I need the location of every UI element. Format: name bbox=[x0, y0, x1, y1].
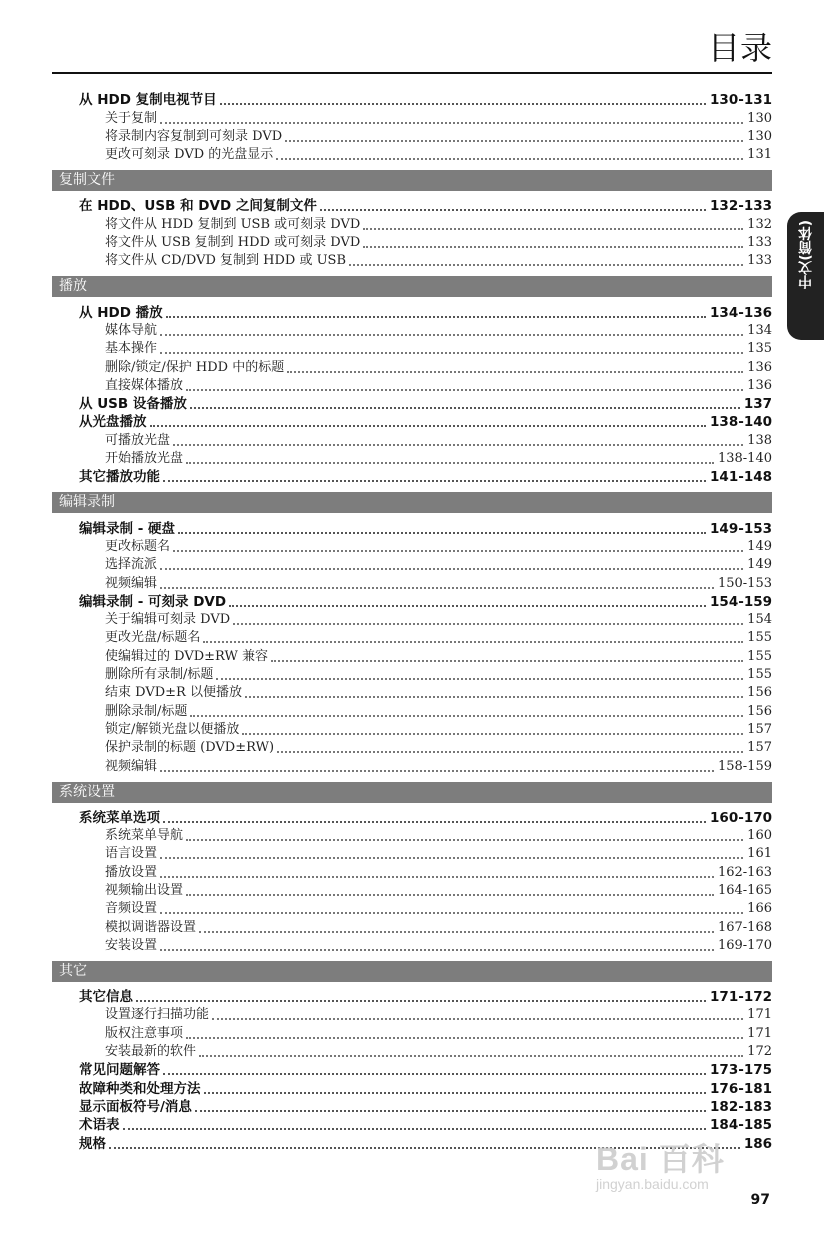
toc-subentry[interactable] bbox=[52, 128, 772, 146]
entry-page: 136 bbox=[747, 359, 772, 375]
entry-title: 从光盘播放 bbox=[79, 414, 147, 431]
language-tab[interactable] bbox=[787, 212, 824, 340]
entry-title: 从 HDD 播放 bbox=[79, 304, 163, 321]
dot-leader bbox=[245, 684, 743, 698]
dot-leader bbox=[320, 197, 706, 211]
entry-page: 132 bbox=[747, 216, 772, 232]
entry-title: 更改光盘/标题名 bbox=[105, 630, 201, 646]
dot-leader bbox=[203, 629, 743, 643]
entry-title: 音频设置 bbox=[105, 901, 158, 917]
toc-entry[interactable] bbox=[52, 1061, 772, 1079]
entry-page: 133 bbox=[747, 235, 772, 251]
toc-subentry[interactable] bbox=[52, 358, 772, 376]
dot-leader bbox=[150, 413, 707, 427]
baidu-watermark bbox=[586, 1120, 776, 1200]
dot-leader bbox=[233, 611, 743, 625]
toc-subentry[interactable] bbox=[52, 252, 772, 270]
toc-entry[interactable] bbox=[52, 413, 772, 431]
dot-leader bbox=[285, 128, 743, 142]
entry-page: 157 bbox=[747, 721, 772, 737]
entry-page: 149-153 bbox=[710, 520, 772, 537]
entry-title: 版权注意事项 bbox=[105, 1025, 184, 1041]
dot-leader bbox=[186, 377, 743, 391]
watermark-url: jingyan.baidu.com bbox=[596, 1176, 709, 1192]
entry-page: 131 bbox=[747, 147, 772, 163]
entry-title: 开始播放光盘 bbox=[105, 451, 184, 467]
dot-leader bbox=[190, 395, 740, 409]
entry-title: 安装最新的软件 bbox=[105, 1044, 197, 1060]
entry-title: 将文件从 USB 复制到 HDD 或可刻录 DVD bbox=[105, 235, 361, 251]
entry-page: 158-159 bbox=[717, 758, 772, 774]
section-heading: 其它 bbox=[52, 961, 772, 982]
toc-subentry[interactable] bbox=[52, 900, 772, 918]
section-heading: 复制文件 bbox=[52, 170, 772, 191]
toc-entry[interactable] bbox=[52, 519, 772, 537]
dot-leader bbox=[163, 468, 706, 482]
entry-title: 视频编辑 bbox=[105, 575, 158, 591]
entry-page: 136 bbox=[747, 377, 772, 393]
entry-title: 编辑录制 - 可刻录 DVD bbox=[79, 593, 227, 610]
toc-subentry[interactable] bbox=[52, 863, 772, 881]
dot-leader bbox=[160, 937, 714, 951]
entry-page: 130 bbox=[747, 128, 772, 144]
entry-page: 160-170 bbox=[710, 809, 772, 826]
toc-subentry[interactable] bbox=[52, 574, 772, 592]
entry-title: 设置逐行扫描功能 bbox=[105, 1007, 210, 1023]
entry-title: 将文件从 CD/DVD 复制到 HDD 或 USB bbox=[105, 253, 347, 269]
entry-page: 154 bbox=[747, 612, 772, 628]
dot-leader bbox=[277, 739, 743, 753]
entry-title: 安装设置 bbox=[105, 937, 158, 953]
entry-page: 138-140 bbox=[710, 414, 772, 431]
entry-page: 155 bbox=[747, 630, 772, 646]
dot-leader bbox=[160, 556, 743, 570]
page-number: 97 bbox=[750, 1192, 770, 1208]
page-title: 目录 bbox=[707, 29, 772, 67]
dot-leader bbox=[178, 519, 706, 533]
toc-subentry[interactable] bbox=[52, 757, 772, 775]
toc-subentry[interactable] bbox=[52, 450, 772, 468]
entry-title: 更改可刻录 DVD 的光盘显示 bbox=[105, 147, 274, 163]
entry-page: 141-148 bbox=[710, 469, 772, 486]
toc-entry[interactable] bbox=[52, 809, 772, 827]
dot-leader bbox=[271, 647, 743, 661]
entry-page: 150-153 bbox=[717, 575, 772, 591]
toc-subentry[interactable] bbox=[52, 1024, 772, 1042]
dot-leader bbox=[186, 827, 743, 841]
title-rule bbox=[52, 72, 772, 74]
toc-subentry[interactable] bbox=[52, 146, 772, 164]
entry-page: 172 bbox=[747, 1044, 772, 1060]
entry-title: 故障种类和处理方法 bbox=[79, 1080, 201, 1097]
entry-title: 可播放光盘 bbox=[105, 432, 171, 448]
entry-page: 161 bbox=[747, 846, 772, 862]
dot-leader bbox=[363, 234, 743, 248]
entry-page: 149 bbox=[747, 557, 772, 573]
entry-page: 130-131 bbox=[710, 92, 772, 109]
toc-subentry[interactable] bbox=[52, 882, 772, 900]
entry-page: 154-159 bbox=[710, 593, 772, 610]
watermark-logo: Bai 百科 bbox=[596, 1141, 725, 1177]
entry-title: 其它播放功能 bbox=[79, 469, 160, 486]
entry-title: 从 USB 设备播放 bbox=[79, 396, 187, 413]
dot-leader bbox=[242, 721, 743, 735]
toc-subentry[interactable] bbox=[52, 215, 772, 233]
dot-leader bbox=[160, 340, 743, 354]
entry-page: 138-140 bbox=[717, 451, 772, 467]
dot-leader bbox=[220, 91, 706, 105]
toc-subentry[interactable] bbox=[52, 721, 772, 739]
dot-leader bbox=[160, 900, 743, 914]
entry-title: 删除所有录制/标题 bbox=[105, 667, 214, 683]
entry-title: 将文件从 HDD 复制到 USB 或可刻录 DVD bbox=[105, 216, 361, 232]
entry-page: 135 bbox=[747, 341, 772, 357]
dot-leader bbox=[195, 1098, 706, 1112]
toc-entry[interactable] bbox=[52, 395, 772, 413]
toc-subentry[interactable] bbox=[52, 918, 772, 936]
entry-page: 169-170 bbox=[717, 937, 772, 953]
entry-title: 将录制内容复制到可刻录 DVD bbox=[105, 128, 283, 144]
entry-page: 173-175 bbox=[710, 1062, 772, 1079]
entry-title: 编辑录制 - 硬盘 bbox=[79, 520, 176, 537]
toc-subentry[interactable] bbox=[52, 937, 772, 955]
toc-subentry[interactable] bbox=[52, 1043, 772, 1061]
dot-leader bbox=[160, 863, 714, 877]
entry-title: 保护录制的标题 (DVD±RW) bbox=[105, 740, 275, 756]
dot-leader bbox=[229, 593, 706, 607]
toc-subentry[interactable] bbox=[52, 556, 772, 574]
dot-leader bbox=[163, 809, 706, 823]
entry-title: 更改标题名 bbox=[105, 538, 171, 554]
entry-page: 133 bbox=[747, 253, 772, 269]
entry-page: 171 bbox=[747, 1025, 772, 1041]
dot-leader bbox=[190, 702, 743, 716]
entry-title: 显示面板符号/消息 bbox=[79, 1098, 192, 1115]
entry-title: 规格 bbox=[79, 1135, 106, 1152]
entry-title: 术语表 bbox=[79, 1117, 120, 1134]
toc-subentry[interactable] bbox=[52, 666, 772, 684]
dot-leader bbox=[160, 109, 743, 123]
entry-page: 137 bbox=[743, 396, 772, 413]
toc-subentry[interactable] bbox=[52, 739, 772, 757]
entry-page: 156 bbox=[747, 703, 772, 719]
entry-page: 186 bbox=[743, 1135, 772, 1152]
entry-page: 171-172 bbox=[710, 989, 772, 1006]
dot-leader bbox=[287, 358, 743, 372]
dot-leader bbox=[204, 1079, 707, 1093]
toc-entry[interactable] bbox=[52, 197, 772, 215]
entry-title: 其它信息 bbox=[79, 989, 133, 1006]
entry-title: 系统菜单导航 bbox=[105, 828, 184, 844]
entry-page: 132-133 bbox=[710, 198, 772, 215]
toc-subentry[interactable] bbox=[52, 611, 772, 629]
toc-entry[interactable] bbox=[52, 988, 772, 1006]
section-heading: 系统设置 bbox=[52, 782, 772, 803]
entry-title: 删除/锁定/保护 HDD 中的标题 bbox=[105, 359, 285, 375]
dot-leader bbox=[173, 538, 743, 552]
toc-entry[interactable] bbox=[52, 1079, 772, 1097]
toc-entry[interactable] bbox=[52, 593, 772, 611]
dot-leader bbox=[160, 757, 714, 771]
entry-page: 156 bbox=[747, 685, 772, 701]
toc-entry[interactable] bbox=[52, 303, 772, 321]
language-tab-label: 中文(简体) bbox=[798, 220, 814, 289]
entry-title: 模拟调谐器设置 bbox=[105, 919, 197, 935]
entry-page: 166 bbox=[747, 901, 772, 917]
entry-page: 130 bbox=[747, 110, 772, 126]
dot-leader bbox=[216, 666, 743, 680]
dot-leader bbox=[163, 1061, 706, 1075]
dot-leader bbox=[363, 215, 743, 229]
dot-leader bbox=[186, 1024, 743, 1038]
entry-page: 149 bbox=[747, 538, 772, 554]
entry-title: 删除录制/标题 bbox=[105, 703, 188, 719]
entry-page: 160 bbox=[747, 828, 772, 844]
dot-leader bbox=[212, 1006, 743, 1020]
section-heading: 编辑录制 bbox=[52, 492, 772, 513]
toc-subentry[interactable] bbox=[52, 322, 772, 340]
dot-leader bbox=[160, 574, 714, 588]
entry-page: 138 bbox=[747, 432, 772, 448]
toc-subentry[interactable] bbox=[52, 538, 772, 556]
toc-entry[interactable] bbox=[52, 1098, 772, 1116]
entry-page: 155 bbox=[747, 648, 772, 664]
dot-leader bbox=[199, 1043, 743, 1057]
entry-title: 语言设置 bbox=[105, 846, 158, 862]
section-heading: 播放 bbox=[52, 276, 772, 297]
entry-page: 155 bbox=[747, 667, 772, 683]
entry-title: 选择流派 bbox=[105, 557, 158, 573]
toc-subentry[interactable] bbox=[52, 684, 772, 702]
dot-leader bbox=[160, 845, 743, 859]
toc-subentry[interactable] bbox=[52, 845, 772, 863]
entry-page: 162-163 bbox=[717, 864, 772, 880]
toc-entry[interactable] bbox=[52, 91, 772, 109]
entry-title: 锁定/解锁光盘以便播放 bbox=[105, 721, 240, 737]
toc-subentry[interactable] bbox=[52, 431, 772, 449]
entry-title: 结束 DVD±R 以便播放 bbox=[105, 685, 242, 701]
entry-title: 基本操作 bbox=[105, 341, 158, 357]
entry-page: 134 bbox=[747, 322, 772, 338]
entry-page: 164-165 bbox=[717, 882, 772, 898]
entry-title: 视频编辑 bbox=[105, 758, 158, 774]
entry-page: 182-183 bbox=[710, 1098, 772, 1115]
entry-title: 从 HDD 复制电视节目 bbox=[79, 92, 217, 109]
toc-subentry[interactable] bbox=[52, 234, 772, 252]
entry-title: 播放设置 bbox=[105, 864, 158, 880]
dot-leader bbox=[199, 918, 714, 932]
entry-page: 167-168 bbox=[717, 919, 772, 935]
entry-title: 直接媒体播放 bbox=[105, 377, 184, 393]
dot-leader bbox=[160, 322, 743, 336]
toc-subentry[interactable] bbox=[52, 340, 772, 358]
dot-leader bbox=[166, 303, 706, 317]
table-of-contents bbox=[52, 91, 772, 1153]
entry-title: 关于复制 bbox=[105, 110, 158, 126]
entry-page: 134-136 bbox=[710, 304, 772, 321]
toc-entry[interactable] bbox=[52, 468, 772, 486]
entry-title: 系统菜单选项 bbox=[79, 809, 160, 826]
entry-title: 在 HDD、USB 和 DVD 之间复制文件 bbox=[79, 198, 317, 215]
entry-title: 媒体导航 bbox=[105, 322, 158, 338]
dot-leader bbox=[136, 988, 706, 1002]
toc-subentry[interactable] bbox=[52, 109, 772, 127]
dot-leader bbox=[186, 450, 714, 464]
entry-page: 157 bbox=[747, 740, 772, 756]
dot-leader bbox=[276, 146, 743, 160]
toc-subentry[interactable] bbox=[52, 702, 772, 720]
dot-leader bbox=[173, 431, 743, 445]
toc-subentry[interactable] bbox=[52, 647, 772, 665]
entry-page: 171 bbox=[747, 1007, 772, 1023]
toc-subentry[interactable] bbox=[52, 629, 772, 647]
entry-title: 使编辑过的 DVD±RW 兼容 bbox=[105, 648, 269, 664]
dot-leader bbox=[186, 882, 714, 896]
entry-page: 184-185 bbox=[710, 1117, 772, 1134]
entry-title: 视频输出设置 bbox=[105, 882, 184, 898]
dot-leader bbox=[349, 252, 743, 266]
entry-page: 176-181 bbox=[710, 1080, 772, 1097]
toc-subentry[interactable] bbox=[52, 827, 772, 845]
entry-title: 常见问题解答 bbox=[79, 1062, 160, 1079]
toc-subentry[interactable] bbox=[52, 1006, 772, 1024]
entry-title: 关于编辑可刻录 DVD bbox=[105, 612, 231, 628]
toc-subentry[interactable] bbox=[52, 377, 772, 395]
